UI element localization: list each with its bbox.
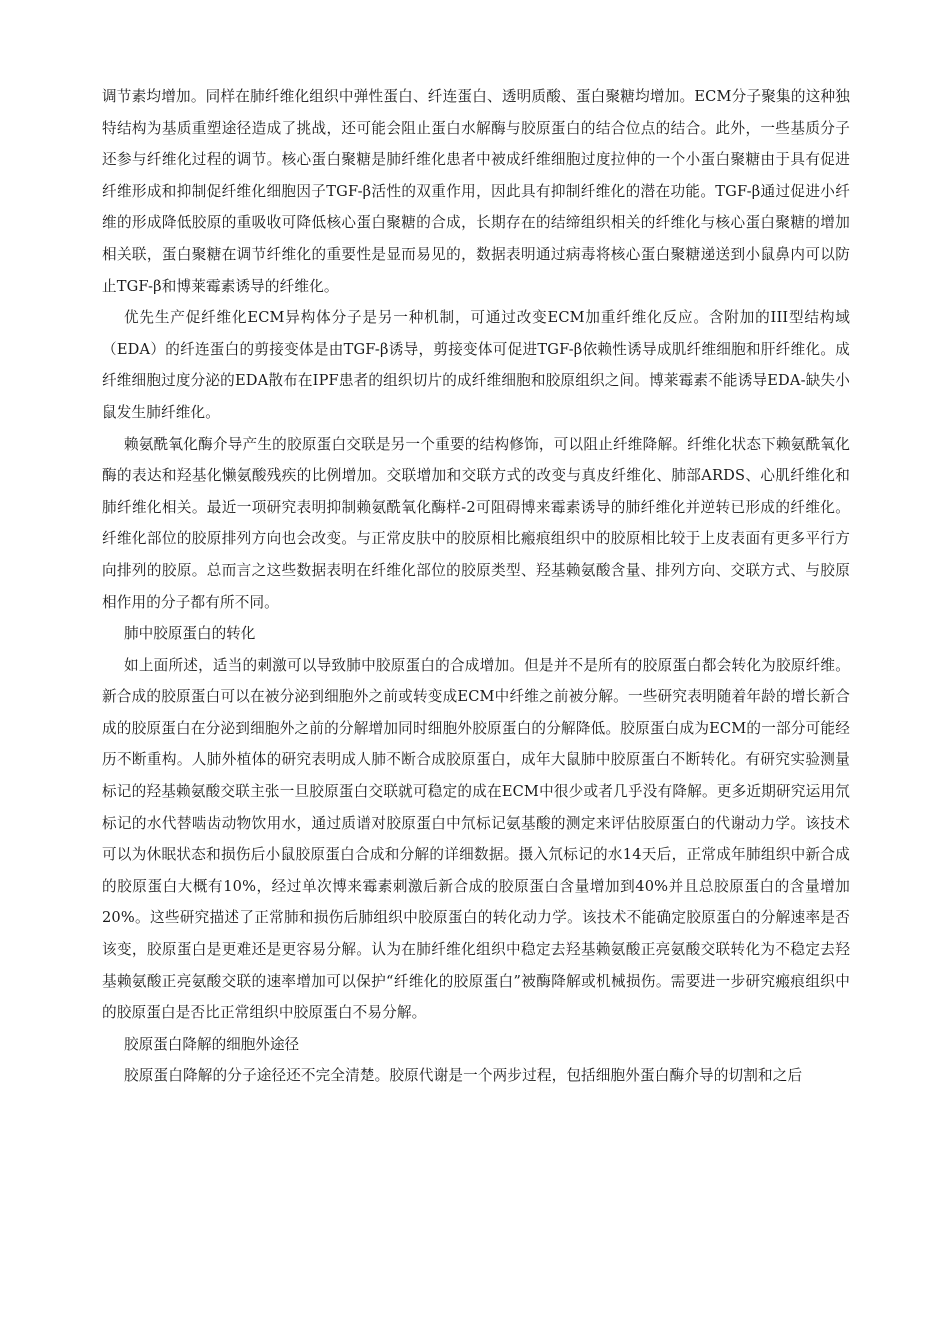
paragraph-collagen-turnover: 如上面所述，适当的刺激可以导致肺中胶原蛋白的合成增加。但是并不是所有的胶原蛋白都会转化为胶原纤维。新合成的胶原蛋白可以在被分泌到细胞外之前或转变成ECM中纤维之前被分解。一些研究表明随着年龄的增长新合成的胶原蛋白在分泌到细胞外之前的分解增加同时细胞外胶原蛋白的分解降低。胶原蛋白成为ECM的一部分可能经历不断重构。人肺外植体的研究表明成人肺不断合成胶原蛋白，成年大鼠肺中胶原蛋白不断转化。有研究实验测量标记的羟基赖氨酸交联主张一旦胶原蛋白交联就可稳定的成在ECM中很少或者几乎没有降解。更多近期研究运用氘标记的水代替啮齿动物饮用水，通过质谱对胶原蛋白中氘标记氨基酸的测定来评估胶原蛋白的代谢动力学。该技术可以为休眠状态和损伤后小鼠胶原蛋白合成和分解的详细数据。摄入氘标记的水14天后，正常成年肺组织中新合成的胶原蛋白大概有10%，经过单次博来霉素刺激后新合成的胶原蛋白含量增加到40%并且总胶原蛋白的含量增加20%。这些研究描述了正常肺和损伤后肺组织中胶原蛋白的转化动力学。该技术不能确定胶原蛋白的分解速率是否该变，胶原蛋白是更难还是更容易分解。认为在肺纤维化组织中稳定去羟基赖氨酸正亮氨酸交联转化为不稳定去羟基赖氨酸正亮氨酸交联的速率增加可以保护“纤维化的胶原蛋白”被酶降解或机械损伤。需要进一步研究瘢痕组织中的胶原蛋白是否比正常组织中胶原蛋白不易分解。 <box>102 656 850 1022</box>
section-heading-extracellular-degradation: 胶原蛋白降解的细胞外途径 <box>124 1035 300 1053</box>
paragraph-ecm-proteoglycans: 调节素均增加。同样在肺纤维化组织中弹性蛋白、纤连蛋白、透明质酸、蛋白聚糖均增加。ECM分子聚集的这种独特结构为基质重塑途径造成了挑战，还可能会阻止蛋白水解酶与胶原蛋白的结合位点的结合。此外，一些基质分子还参与纤维化过程的调节。核心蛋白聚糖是肺纤维化患者中被成纤维细胞过度拉伸的一个小蛋白聚糖由于具有促进纤维形成和抑制促纤维化细胞因子TGF-β活性的双重作用，因此具有抑制纤维化的潜在功能。TGF-β通过促进小纤维的形成降低胶原的重吸收可降低核心蛋白聚糖的合成，长期存在的结缔组织相关的纤维化与核心蛋白聚糖的增加相关联，蛋白聚糖在调节纤维化的重要性是显而易见的，数据表明通过病毒将核心蛋白聚糖递送到小鼠鼻内可以防止TGF-β和博莱霉素诱导的纤维化。 <box>102 88 850 295</box>
paragraph-degradation-pathway: 胶原蛋白降解的分子途径还不完全清楚。胶原代谢是一个两步过程，包括细胞外蛋白酶介导的切割和之后 <box>124 1067 803 1085</box>
paragraph-eda-fibronectin: 优先生产促纤维化ECM异构体分子是另一种机制，可通过改变ECM加重纤维化反应。含附加的III型结构域（EDA）的纤连蛋白的剪接变体是由TGF-β诱导，剪接变体可促进TGF-β依赖性诱导成肌纤维细胞和肝纤维化。成纤维细胞过度分泌的EDA散布在IPF患者的组织切片的成纤维细胞和胶原组织之间。博莱霉素不能诱导EDA-缺失小鼠发生肺纤维化。 <box>102 309 850 421</box>
paragraph-lysyl-oxidase: 赖氨酰氧化酶介导产生的胶原蛋白交联是另一个重要的结构修饰，可以阻止纤维降解。纤维化状态下赖氨酰氧化酶的表达和羟基化懒氨酸残疾的比例增加。交联增加和交联方式的改变与真皮纤维化、肺部ARDS、心肌纤维化和肺纤维化相关。最近一项研究表明抑制赖氨酰氧化酶样-2可阻碍博来霉素诱导的肺纤维化并逆转已形成的纤维化。纤维化部位的胶原排列方向也会改变。与正常皮肤中的胶原相比瘢痕组织中的胶原相比较于上皮表面有更多平行方向排列的胶原。总而言之这些数据表明在纤维化部位的胶原类型、羟基赖氨酸含量、排列方向、交联方式、与胶原相作用的分子都有所不同。 <box>102 435 850 611</box>
document-page <box>102 81 850 1092</box>
section-heading-collagen-turnover: 肺中胶原蛋白的转化 <box>124 625 256 643</box>
